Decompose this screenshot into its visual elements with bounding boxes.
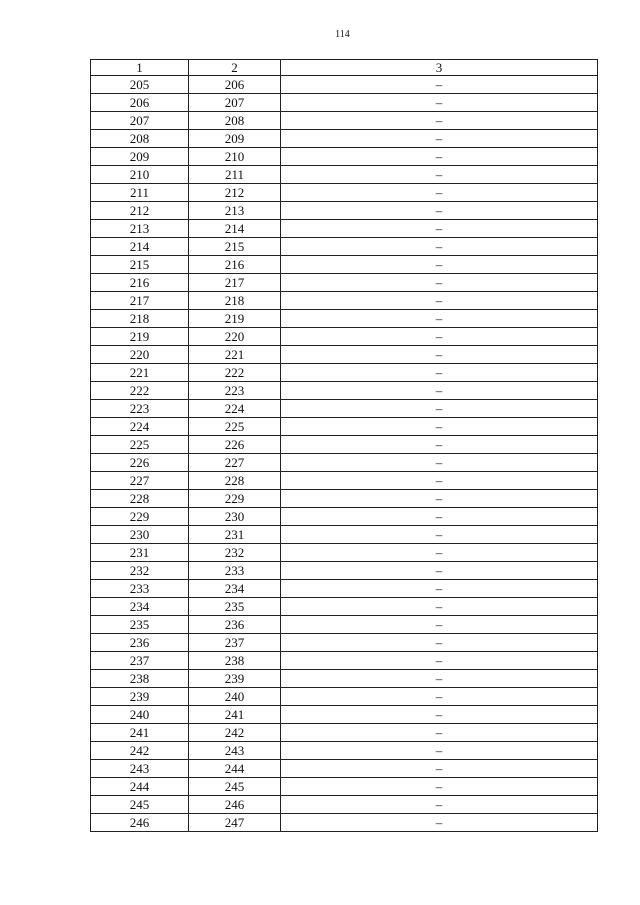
table-cell-col-1: 227 [91,472,189,490]
table-row [91,616,598,634]
table-row [91,148,598,166]
table-cell-col-3: – [281,508,598,526]
table-row [91,742,598,760]
table-cell-col-1: 212 [91,202,189,220]
table-cell-col-1: 219 [91,328,189,346]
table-cell-col-3: – [281,544,598,562]
table-cell-col-3: – [281,742,598,760]
table-row [91,598,598,616]
table-row [91,580,598,598]
table-cell-col-2: 244 [189,760,281,778]
table-cell-col-3: – [281,238,598,256]
table-cell-col-3: – [281,364,598,382]
table-row [91,112,598,130]
table-cell-col-3: – [281,454,598,472]
table-cell-col-1: 231 [91,544,189,562]
table-row [91,526,598,544]
table-cell-col-1: 224 [91,418,189,436]
table-cell-col-2: 212 [189,184,281,202]
table-cell-col-1: 220 [91,346,189,364]
table-row [91,238,598,256]
table-cell-col-1: 217 [91,292,189,310]
table-cell-col-2: 228 [189,472,281,490]
table-cell-col-3: – [281,598,598,616]
table-cell-col-3: – [281,346,598,364]
table-cell-col-1: 241 [91,724,189,742]
table-row [91,166,598,184]
table-cell-col-1: 207 [91,112,189,130]
table-cell-col-3: – [281,688,598,706]
table-cell-col-2: 231 [189,526,281,544]
table-row [91,544,598,562]
table-row [91,130,598,148]
table-cell-col-2: 230 [189,508,281,526]
table-cell-col-1: 245 [91,796,189,814]
table-cell-col-3: – [281,490,598,508]
table-cell-col-2: 214 [189,220,281,238]
table-cell-col-1: 236 [91,634,189,652]
table-cell-col-2: 227 [189,454,281,472]
table-cell-col-1: 208 [91,130,189,148]
table-cell-col-1: 244 [91,778,189,796]
table-row [91,634,598,652]
column-header-2: 2 [189,60,281,76]
table-cell-col-2: 239 [189,670,281,688]
table-cell-col-3: – [281,706,598,724]
table-cell-col-1: 226 [91,454,189,472]
table-cell-col-1: 223 [91,400,189,418]
table-cell-col-2: 240 [189,688,281,706]
table-cell-col-1: 209 [91,148,189,166]
table-row [91,814,598,832]
table-cell-col-3: – [281,652,598,670]
table-row [91,652,598,670]
table-row [91,292,598,310]
table-cell-col-3: – [281,472,598,490]
table-cell-col-2: 224 [189,400,281,418]
table-row [91,508,598,526]
table-cell-col-3: – [281,418,598,436]
table-cell-col-2: 216 [189,256,281,274]
table-cell-col-1: 232 [91,562,189,580]
table-row [91,490,598,508]
table-cell-col-3: – [281,760,598,778]
table-cell-col-2: 213 [189,202,281,220]
table-cell-col-1: 229 [91,508,189,526]
table-cell-col-1: 228 [91,490,189,508]
table-cell-col-1: 211 [91,184,189,202]
table-cell-col-1: 218 [91,310,189,328]
table-cell-col-1: 215 [91,256,189,274]
table-cell-col-2: 206 [189,76,281,94]
table-cell-col-3: – [281,382,598,400]
table-cell-col-1: 214 [91,238,189,256]
table-cell-col-3: – [281,76,598,94]
table-cell-col-1: 243 [91,760,189,778]
table-cell-col-3: – [281,292,598,310]
table-cell-col-3: – [281,562,598,580]
table-row [91,274,598,292]
table-cell-col-2: 246 [189,796,281,814]
table-cell-col-2: 211 [189,166,281,184]
table-cell-col-1: 222 [91,382,189,400]
table-row [91,418,598,436]
table-cell-col-2: 247 [189,814,281,832]
table-cell-col-3: – [281,112,598,130]
table-cell-col-3: – [281,634,598,652]
table-cell-col-2: 236 [189,616,281,634]
table-cell-col-1: 230 [91,526,189,544]
table-cell-col-3: – [281,328,598,346]
table-cell-col-1: 242 [91,742,189,760]
table-cell-col-2: 208 [189,112,281,130]
table-cell-col-3: – [281,130,598,148]
table-row [91,670,598,688]
table-cell-col-1: 221 [91,364,189,382]
table-cell-col-1: 213 [91,220,189,238]
header-row [91,60,598,76]
table-cell-col-2: 225 [189,418,281,436]
table-cell-col-2: 229 [189,490,281,508]
table-cell-col-3: – [281,526,598,544]
table-cell-col-1: 225 [91,436,189,454]
table-row [91,220,598,238]
table-row [91,724,598,742]
table-cell-col-3: – [281,166,598,184]
table-cell-col-2: 209 [189,130,281,148]
table-cell-col-3: – [281,274,598,292]
table-cell-col-3: – [281,310,598,328]
table-cell-col-1: 246 [91,814,189,832]
column-header-3: 3 [281,60,598,76]
table-cell-col-3: – [281,796,598,814]
table-cell-col-2: 232 [189,544,281,562]
table-cell-col-2: 243 [189,742,281,760]
table-row [91,562,598,580]
table-cell-col-2: 226 [189,436,281,454]
table-row [91,310,598,328]
table-cell-col-1: 210 [91,166,189,184]
table-cell-col-3: – [281,94,598,112]
table-cell-col-1: 235 [91,616,189,634]
table-cell-col-2: 222 [189,364,281,382]
table-row [91,688,598,706]
table-cell-col-3: – [281,436,598,454]
table-cell-col-2: 217 [189,274,281,292]
table-cell-col-2: 245 [189,778,281,796]
table-row [91,346,598,364]
table-cell-col-2: 237 [189,634,281,652]
table-cell-col-3: – [281,778,598,796]
table-row [91,382,598,400]
table-row [91,202,598,220]
table-cell-col-2: 242 [189,724,281,742]
table-row [91,472,598,490]
data-table [90,59,598,832]
table-header [91,60,598,76]
table-cell-col-2: 234 [189,580,281,598]
table-cell-col-2: 233 [189,562,281,580]
table-cell-col-3: – [281,670,598,688]
table-cell-col-3: – [281,220,598,238]
table-cell-col-2: 241 [189,706,281,724]
table-cell-col-2: 207 [189,94,281,112]
table-row [91,436,598,454]
table-cell-col-2: 221 [189,346,281,364]
table-cell-col-1: 216 [91,274,189,292]
table-cell-col-3: – [281,148,598,166]
table-cell-col-2: 223 [189,382,281,400]
table-cell-col-1: 239 [91,688,189,706]
table-row [91,796,598,814]
table-row [91,778,598,796]
table-row [91,328,598,346]
table-cell-col-1: 205 [91,76,189,94]
table-cell-col-2: 235 [189,598,281,616]
table-row [91,364,598,382]
table-cell-col-2: 215 [189,238,281,256]
table-cell-col-2: 220 [189,328,281,346]
table-cell-col-2: 219 [189,310,281,328]
table-row [91,256,598,274]
column-header-1: 1 [91,60,189,76]
table-cell-col-1: 206 [91,94,189,112]
table-row [91,400,598,418]
table-cell-col-3: – [281,724,598,742]
table-cell-col-3: – [281,616,598,634]
table-cell-col-2: 210 [189,148,281,166]
table-cell-col-3: – [281,256,598,274]
table-cell-col-2: 238 [189,652,281,670]
table-cell-col-2: 218 [189,292,281,310]
table-cell-col-1: 237 [91,652,189,670]
table-cell-col-1: 233 [91,580,189,598]
table-cell-col-3: – [281,814,598,832]
table-cell-col-3: – [281,400,598,418]
table-cell-col-1: 234 [91,598,189,616]
table-row [91,94,598,112]
table-cell-col-1: 238 [91,670,189,688]
table-cell-col-3: – [281,184,598,202]
table-cell-col-3: – [281,202,598,220]
table-row [91,76,598,94]
table-row [91,706,598,724]
table-cell-col-3: – [281,580,598,598]
table-cell-col-1: 240 [91,706,189,724]
page-number: 114 [335,29,350,40]
table-row [91,454,598,472]
table-body [91,76,598,832]
table-row [91,184,598,202]
table-row [91,760,598,778]
